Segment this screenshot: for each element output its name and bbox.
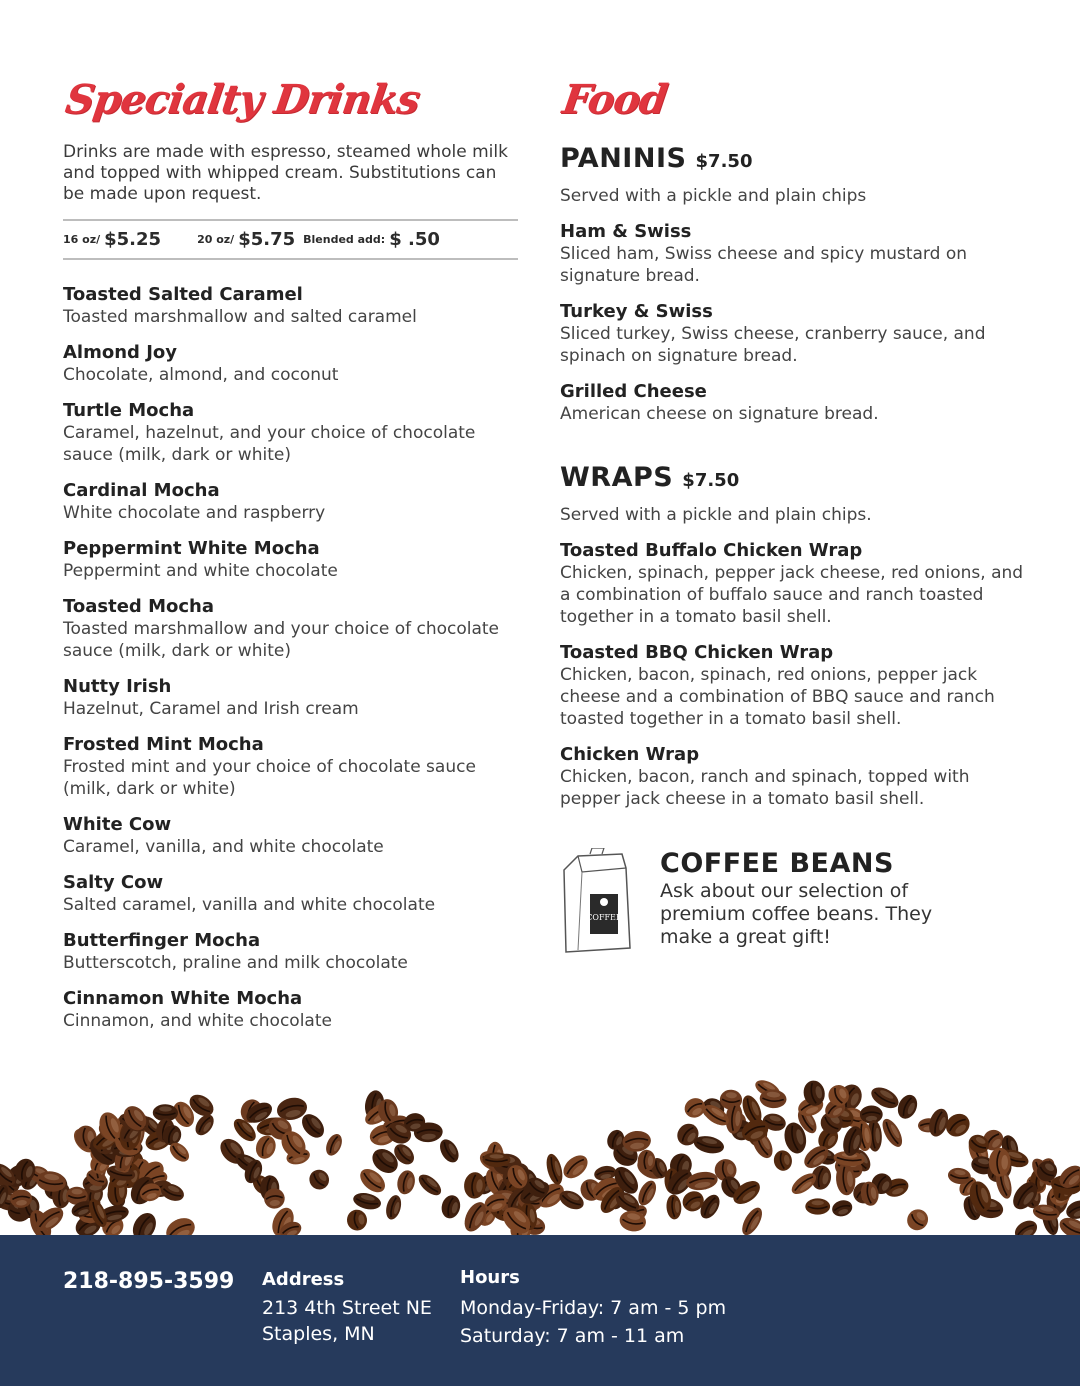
drink-name: Cardinal Mocha [63, 480, 220, 501]
address-line: Staples, MN [262, 1323, 375, 1345]
panini-name: Turkey & Swiss [560, 301, 713, 322]
wraps-section [560, 461, 1030, 810]
drink-item [63, 596, 523, 662]
phone-number[interactable]: 218-895-3599 [63, 1269, 235, 1294]
coffee-beans-text: Ask about our selection of premium coffee beans. They make a great gift! [660, 880, 933, 948]
wrap-name: Chicken Wrap [560, 744, 700, 765]
blended-price: $ .50 [389, 229, 440, 250]
drink-desc: Peppermint and white chocolate [63, 561, 338, 581]
coffee-bag-icon [560, 848, 640, 958]
drink-desc: Toasted marshmallow and salted caramel [63, 307, 417, 327]
drink-desc: White chocolate and raspberry [63, 503, 326, 523]
drink-desc: Caramel, hazelnut, and your choice of chocolate sauce (milk, dark or white) [63, 423, 476, 465]
size2-label: 20 oz/ [197, 233, 235, 246]
drink-name: Salty Cow [63, 872, 164, 893]
drink-item [63, 988, 523, 1032]
drink-name: Butterfinger Mocha [63, 930, 261, 951]
drink-item [63, 342, 523, 386]
drink-item [63, 734, 523, 800]
drink-name: White Cow [63, 814, 172, 835]
footer [0, 1235, 1080, 1386]
drink-desc: Caramel, vanilla, and white chocolate [63, 837, 384, 857]
panini-desc: Sliced ham, Swiss cheese and spicy mustard on signature bread. [560, 244, 967, 286]
coffee-bean [1012, 1217, 1041, 1236]
panini-desc: American cheese on signature bread. [560, 404, 879, 424]
coffee-bean [830, 1198, 854, 1219]
coffee-bean [666, 1194, 682, 1220]
drink-name: Nutty Irish [63, 676, 172, 697]
drink-item [63, 930, 523, 974]
paninis-name: PANINIS [560, 143, 687, 174]
size1-label: 16 oz/ [63, 233, 101, 246]
bag-label: COFFEE [586, 913, 622, 922]
drinks-intro: Drinks are made with espresso, steamed whole milk and topped with whipped cream. Substitutions can be made upon request. [63, 142, 508, 204]
panini-item [560, 381, 1030, 425]
wrap-name: Toasted Buffalo Chicken Wrap [560, 540, 863, 561]
specialty-drinks-title: Specialty Drinks [62, 76, 423, 123]
panini-item [560, 301, 1030, 367]
drink-desc: Frosted mint and your choice of chocolate sauce (milk, dark or white) [63, 757, 476, 799]
coffee-bean [926, 1106, 952, 1139]
panini-item [560, 221, 1030, 287]
wrap-item [560, 744, 1030, 810]
coffee-bean [415, 1171, 445, 1199]
paninis-price: $7.50 [695, 151, 753, 172]
drink-desc: Chocolate, almond, and coconut [63, 365, 339, 385]
drink-item [63, 872, 523, 916]
food-column [560, 60, 1030, 958]
panini-name: Grilled Cheese [560, 381, 707, 402]
paninis-served: Served with a pickle and plain chips [560, 186, 867, 206]
drink-item [63, 676, 523, 720]
specialty-drinks-column [63, 60, 523, 1046]
drink-name: Turtle Mocha [63, 400, 195, 421]
drink-name: Peppermint White Mocha [63, 538, 320, 559]
hours-line: Saturday: 7 am - 11 am [460, 1325, 685, 1347]
drink-item [63, 480, 523, 524]
coffee-bean [463, 1171, 486, 1199]
wraps-price: $7.50 [682, 470, 740, 491]
coffee-beans-decoration [0, 1060, 1080, 1236]
blended-label: Blended add: [303, 233, 386, 246]
coffee-bean [162, 1213, 199, 1236]
coffee-bean [323, 1132, 345, 1159]
coffee-bean [395, 1169, 417, 1196]
wrap-item [560, 642, 1030, 730]
drink-item [63, 814, 523, 858]
coffee-bean [894, 1092, 921, 1122]
coffee-bean [436, 1136, 462, 1166]
drink-desc: Butterscotch, praline and milk chocolate [63, 953, 408, 973]
coffee-bean [879, 1116, 906, 1150]
hours-label: Hours [460, 1267, 520, 1288]
drink-item [63, 400, 523, 466]
coffee-bean [352, 1191, 383, 1212]
address-block [262, 1267, 432, 1347]
drink-name: Cinnamon White Mocha [63, 988, 303, 1009]
drink-name: Frosted Mint Mocha [63, 734, 264, 755]
coffee-bean [805, 1198, 830, 1214]
drink-pricing-bar [63, 219, 518, 260]
coffee-bean [346, 1208, 369, 1231]
address-label: Address [262, 1269, 345, 1290]
wrap-name: Toasted BBQ Chicken Wrap [560, 642, 834, 663]
drink-item [63, 538, 523, 582]
coffee-bean [738, 1205, 766, 1236]
coffee-beans-text-block [660, 848, 950, 958]
wraps-heading [560, 461, 1030, 498]
coffee-bean [305, 1166, 333, 1194]
coffee-bean [772, 1149, 793, 1172]
wrap-desc: Chicken, bacon, ranch and spinach, topped with pepper jack cheese in a tomato basil shell. [560, 767, 970, 809]
coffee-bean [384, 1193, 404, 1221]
size1-price: $5.25 [104, 229, 162, 250]
coffee-beans-section [560, 848, 1030, 958]
drink-name: Toasted Salted Caramel [63, 284, 303, 305]
drink-desc: Hazelnut, Caramel and Irish cream [63, 699, 359, 719]
food-title: Food [559, 76, 670, 123]
coffee-bean [128, 1209, 160, 1236]
hours-block [460, 1265, 726, 1349]
coffee-bean [439, 1193, 462, 1220]
drink-name: Toasted Mocha [63, 596, 214, 617]
wraps-name: WRAPS [560, 462, 674, 493]
hours-line: Monday-Friday: 7 am - 5 pm [460, 1297, 727, 1319]
wrap-item [560, 540, 1030, 628]
size2-price: $5.75 [238, 229, 296, 250]
panini-desc: Sliced turkey, Swiss cheese, cranberry sauce, and spinach on signature bread. [560, 324, 986, 366]
coffee-bean [903, 1205, 933, 1235]
coffee-bean [559, 1151, 592, 1183]
wrap-desc: Chicken, bacon, spinach, red onions, pepper jack cheese and a combination of BBQ sauce and ranch toasted together in a tomato basil shell. [560, 665, 995, 729]
wrap-desc: Chicken, spinach, pepper jack cheese, red onions, and a combination of buffalo sauce and ranch toasted together in a tomato basil shell. [560, 563, 1024, 627]
paninis-heading [560, 142, 1030, 179]
drink-item [63, 284, 523, 328]
drink-desc: Cinnamon, and white chocolate [63, 1011, 332, 1031]
coffee-bean [544, 1152, 566, 1186]
drink-desc: Toasted marshmallow and your choice of chocolate sauce (milk, dark or white) [63, 619, 500, 661]
drink-desc: Salted caramel, vanilla and white chocolate [63, 895, 436, 915]
coffee-beans-title: COFFEE BEANS [660, 848, 894, 879]
wraps-served: Served with a pickle and plain chips. [560, 505, 872, 525]
drink-name: Almond Joy [63, 342, 177, 363]
panini-name: Ham & Swiss [560, 221, 692, 242]
address-line: 213 4th Street NE [262, 1297, 432, 1319]
